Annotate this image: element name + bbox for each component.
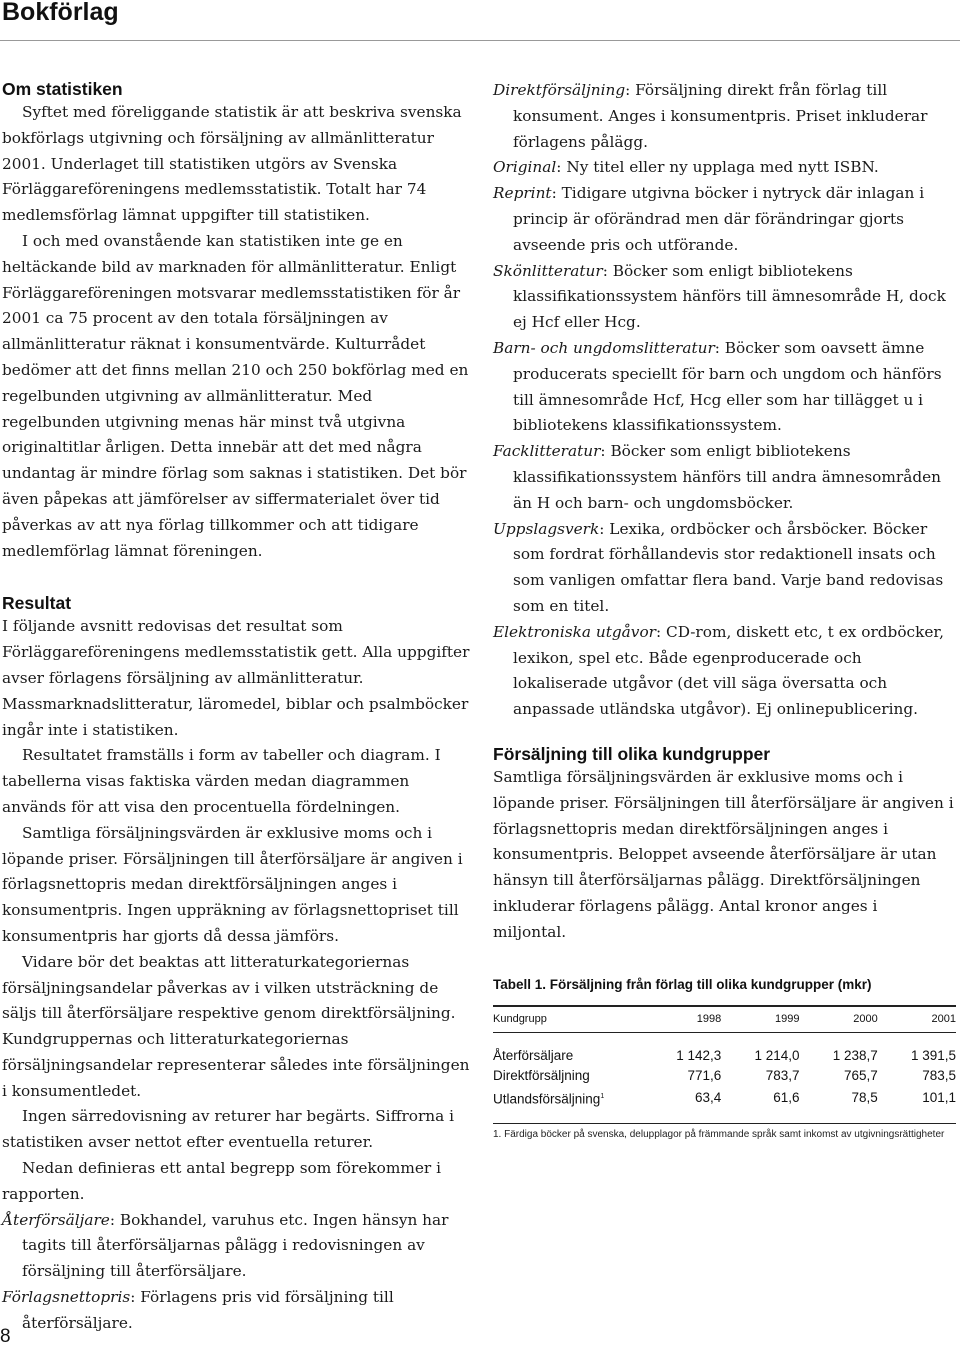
definition-term: Direktförsäljning <box>493 81 626 99</box>
paragraph: Nedan definieras ett antal begrepp som förekommer i rapporten. <box>2 1159 441 1203</box>
paragraph: Samtliga försäljningsvärden är exklusive moms och i löpande priser. Försäljningen till återförsäljare är angiven i förlagsnettopris medan direktförsäljningen anges i konsumentpris. Beloppet avseende återförsäljare är utan hänsyn till återförsäljarnas pålägg. Direktförsäljningen inkluderar förlagens pålägg. Antal kronor anges i miljontal. <box>493 767 954 941</box>
table-cell: 61,6 <box>721 1087 799 1124</box>
definition-item <box>493 517 955 620</box>
table-row <box>493 1087 956 1124</box>
footnote-marker: 1 <box>600 1092 605 1100</box>
definition-text: : Böcker som enligt bibliotekens klassifikationssystem hänförs till ämnesområde H, dock ej Hcf eller Hcg. <box>513 261 946 332</box>
column-header: 2001 <box>878 1006 956 1033</box>
section-heading-resultat: Resultat <box>2 593 72 614</box>
definition-item <box>493 181 955 258</box>
row-label: Utlandsförsäljning$^1$ <box>493 1087 643 1124</box>
header-rule <box>0 40 960 41</box>
table-cell: 78,5 <box>800 1087 878 1124</box>
definition-text: : Tidigare utgivna böcker i nytryck där inlagan i princip är oförändrad men där förändringar gjorts avseende pris och utförande. <box>513 184 925 254</box>
definition-text: : Lexika, ordböcker och årsböcker. Böcker som fordrat förhållandevis stor redaktionell insats och som vanligen omfattar flera band. Varje band redovisas som en titel. <box>513 519 944 615</box>
column-header: 2000 <box>800 1006 878 1033</box>
column-header: Kundgrupp <box>493 1006 643 1033</box>
definition-item <box>493 439 955 516</box>
page-title: Bokförlag <box>2 0 119 26</box>
definition-aterforsaljare <box>2 1208 472 1285</box>
definition-text: : Böcker som enligt bibliotekens klassifikationssystem hänförs till andra ämnesområden än H och barn- och ungdomsböcker. <box>513 442 942 512</box>
right-column <box>493 78 955 1142</box>
page-number: 8 <box>0 1326 11 1347</box>
paragraph: Samtliga försäljningsvärden är exklusive moms och i löpande priser. Försäljningen till återförsäljare är angiven i förlagsnettopris medan direktförsäljningen anges i konsumentpris. Ingen uppräkning av förlagsnettopriset till konsumentpris har gjorts då dessa jämförs. <box>2 823 463 945</box>
column-header: 1998 <box>643 1006 721 1033</box>
row-label: Återförsäljare <box>493 1047 574 1063</box>
table-cell: 1 391,5 <box>910 1047 956 1063</box>
definition-term: Facklitteratur <box>493 442 601 461</box>
definition-term: Original <box>493 158 557 177</box>
definition-item <box>493 336 955 439</box>
definition-text: : CD-rom, diskett etc, t ex ordböcker, lexikon, spel etc. Både egenproducerade och lokaliserade utgåvor (det vill säga översatta och anpassade utländska utgåvor). Ej onlinepublicering. <box>513 622 944 719</box>
table-row <box>493 1066 956 1087</box>
table-row <box>493 1032 956 1066</box>
paragraph: I och med ovanstående kan statistiken inte ge en heltäckande bild av marknaden för allmänlitteratur. Enligt Förläggareföreningen motsvarar medlemsstatistiken för år 2001 ca 75 procent av den totala försäljningen av allmänlitteratur räknat i konsumentvärde. Kulturrådet bedömer att det finns mellan 210 och 250 bokförlag med en regelbunden utgivning av allmänlitteratur. Med regelbunden utgivning menas här minst två utgivna originaltitlar årligen. Detta innebär att det med några undantag är mindre förlag som saknas i statistiken. Det bör även påpekas att jämförelser av siffermaterialet över tid påverkas av att nya förlag tillkommer och att tidigare medlemförlag lämnat föreningen. <box>2 231 469 560</box>
table-cell: 1 238,7 <box>832 1047 878 1063</box>
section-heading-kundgrupper: Försäljning till olika kundgrupper <box>493 743 771 764</box>
section-heading-om-statistiken: Om statistiken <box>2 79 123 99</box>
definition-term: Elektroniska utgåvor <box>493 622 656 641</box>
table-cell: 1 142,3 <box>676 1047 722 1063</box>
definition-item <box>493 155 955 181</box>
definition-term: Återförsäljare <box>2 1210 110 1229</box>
table-footnote: 1. Färdiga böcker på svenska, delupplagor på främmande språk samt inkomst av utgivningsrättigheter <box>493 1128 945 1140</box>
paragraph: Vidare bör det beaktas att litteraturkategoriernas försäljningsandelar påverkas av i vilken utsträckning de säljs till återförsäljare respektive genom direktförsäljning. Kundgruppernas och litteraturkategoriernas försäljningsandelar representerar således inte försäljningen i konsumentledet. <box>2 952 470 1100</box>
definition-text: : Bokhandel, varuhus etc. Ingen hänsyn har tagits till återförsäljarnas pålägg i redovisningen av försäljning till återförsäljare. <box>22 1210 449 1281</box>
definition-item <box>493 78 955 155</box>
table-cell: 783,5 <box>922 1068 956 1083</box>
definition-item <box>493 259 955 336</box>
table-cell: 101,1 <box>878 1087 956 1124</box>
definition-term: Uppslagsverk <box>493 519 600 538</box>
definition-text: : Försäljning direkt från förlag till konsument. Anges i konsumentpris. Priset inkluderar förlagens pålägg. <box>513 81 928 151</box>
table-cell: 765,7 <box>843 1068 878 1083</box>
sales-table <box>493 1005 956 1124</box>
paragraph: Syftet med föreliggande statistik är att beskriva svenska bokförlags utgivning och försäljning av allmänlitteratur 2001. Underlaget till statistiken utgörs av Svenska Förläggareföreningens medlemsstatistik. Totalt har 74 medlemsförlag lämnat uppgifter till statistiken. <box>2 103 462 225</box>
definition-text: : Ny titel eller ny upplaga med nytt ISBN. <box>556 158 879 177</box>
row-label: Direktförsäljning <box>493 1068 590 1083</box>
table-title: Tabell 1. Försäljning från förlag till olika kundgrupper (mkr) <box>493 976 872 992</box>
paragraph: I följande avsnitt redovisas det resultat som Förläggareföreningens medlemsstatistik gett. Alla uppgifter avser förlagens försäljning av allmänlitteratur. Massmarknadslitteratur, läromedel, biblar och psalmböcker ingår inte i statistiken. <box>2 617 470 739</box>
table-cell: 63,4 <box>643 1087 721 1124</box>
definition-term: Barn- och ungdomslitteratur <box>493 338 715 357</box>
definition-term: Förlagsnettopris <box>2 1288 131 1307</box>
definition-term: Skönlitteratur <box>493 261 603 280</box>
table-cell: 783,7 <box>765 1068 800 1083</box>
paragraph: Resultatet framställs i form av tabeller och diagram. I tabellerna visas faktiska värden medan diagrammen används för att visa den procentuella fördelningen. <box>2 746 441 816</box>
definition-text: : Böcker som oavsett ämne producerats speciellt för barn och ungdom och hänförs till ämnesområde Hcf, Hcg eller som har tillägget u i bibliotekens klassifikationssystem. <box>513 338 942 435</box>
table-cell: 771,6 <box>687 1068 722 1083</box>
table-header-row <box>493 1006 956 1033</box>
paragraph: Ingen särredovisning av returer har begärts. Siffrorna i statistiken avser nettot efter eventuella returer. <box>2 1107 455 1152</box>
definition-term: Reprint <box>493 184 552 203</box>
left-column <box>2 78 472 1337</box>
definition-forlagsnettopris <box>2 1285 472 1337</box>
table-cell: 1 214,0 <box>754 1047 800 1063</box>
column-header: 1999 <box>721 1006 799 1033</box>
definition-text: : Förlagens pris vid försäljning till återförsäljare. <box>22 1288 394 1332</box>
definition-item <box>493 620 955 723</box>
